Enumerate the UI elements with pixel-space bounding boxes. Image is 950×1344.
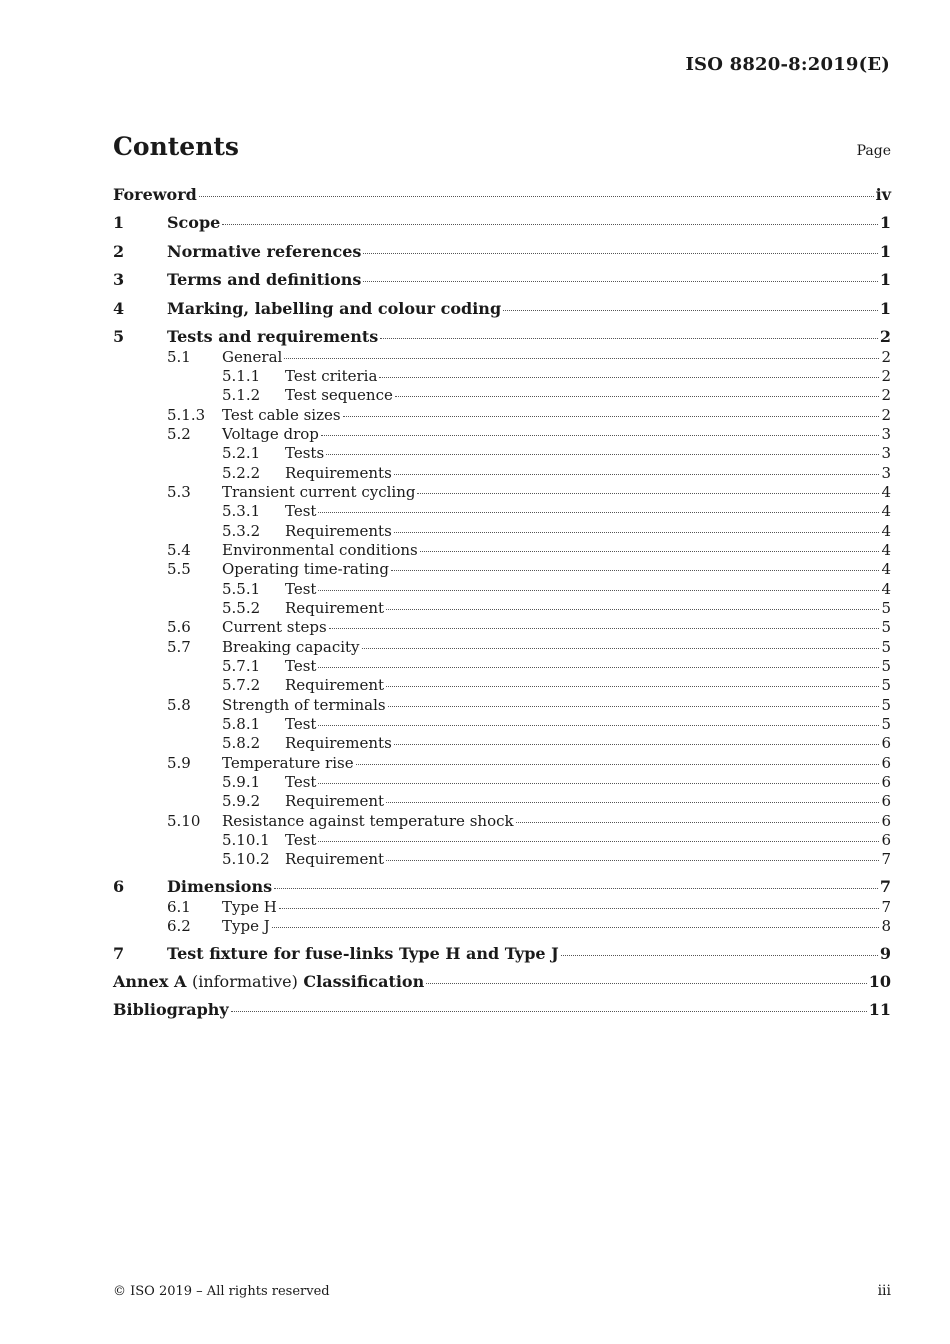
dot-leader	[394, 474, 880, 475]
toc-entry-title: Requirement	[285, 792, 385, 810]
toc-entry-number: 6.1	[167, 898, 191, 916]
dot-leader	[386, 802, 879, 803]
dot-leader	[274, 888, 878, 889]
toc-entry-page: 5	[881, 696, 891, 714]
page-number: iii	[877, 1283, 891, 1299]
dot-leader	[326, 454, 879, 455]
toc-entry-page: 4	[881, 502, 891, 520]
toc-entry[interactable]	[113, 772, 891, 792]
toc-entry-page: 1	[879, 213, 891, 232]
toc-entry-page: 7	[879, 877, 891, 896]
toc-entry-title: Test	[285, 831, 317, 849]
copyright-notice: © ISO 2019 – All rights reserved	[113, 1284, 330, 1299]
toc-entry-title: Resistance against temperature shock	[222, 812, 514, 830]
toc-entry[interactable]	[113, 656, 891, 676]
toc-entry-page: 1	[879, 242, 891, 261]
dot-leader	[321, 435, 880, 436]
toc-entry-page: 8	[881, 917, 891, 935]
toc-entry-page: 4	[881, 560, 891, 578]
dot-leader	[318, 590, 879, 591]
toc-entry-number: 3	[113, 270, 125, 289]
toc-entry-page: 6	[881, 812, 891, 830]
toc-entry[interactable]	[113, 944, 891, 964]
dot-leader	[356, 764, 880, 765]
dot-leader	[318, 667, 879, 668]
toc-entry-page: 5	[881, 715, 891, 733]
toc-entry[interactable]	[113, 424, 891, 444]
dot-leader	[284, 358, 879, 359]
toc-entry-number: 5.10	[167, 812, 201, 830]
toc-entry-title: Bibliography	[113, 1000, 229, 1019]
dot-leader	[391, 570, 880, 571]
toc-entry-number: 5.7.2	[222, 676, 261, 694]
dot-leader	[222, 224, 878, 225]
toc-entry[interactable]	[113, 327, 891, 347]
toc-entry-page: 6	[881, 754, 891, 772]
toc-entry-title: Type H	[222, 898, 277, 916]
dot-leader	[420, 551, 880, 552]
toc-entry-number: 5.1.3	[167, 406, 206, 424]
toc-entry-title: Test	[285, 773, 317, 791]
document-id: ISO 8820-8:2019(E)	[685, 54, 890, 75]
toc-entry[interactable]	[113, 299, 891, 319]
toc-entry-page: 10	[868, 972, 891, 991]
toc-entry-page: 4	[881, 541, 891, 559]
toc-entry-page: 1	[879, 270, 891, 289]
toc-entry-page: 4	[881, 483, 891, 501]
toc-entry[interactable]	[113, 242, 891, 262]
toc-entry[interactable]	[113, 830, 891, 850]
annex-type: (informative)	[191, 972, 298, 991]
toc-entry-page: 9	[879, 944, 891, 963]
toc-entry-number: 7	[113, 944, 125, 963]
toc-entry-number: 5.1.2	[222, 386, 261, 404]
toc-entry-number: 5.2	[167, 425, 191, 443]
contents-title: Contents	[113, 132, 240, 161]
toc-entry[interactable]	[113, 733, 891, 753]
toc-entry-title: Current steps	[222, 618, 327, 636]
toc-entry-title: Requirement	[285, 850, 385, 868]
toc-entry-title: Transient current cycling	[222, 483, 416, 501]
toc-entry-title: Terms and definitions	[167, 270, 362, 289]
toc-entry-title: Foreword	[113, 185, 197, 204]
dot-leader	[363, 281, 877, 282]
toc-entry-title: Requirement	[285, 676, 385, 694]
dot-leader	[561, 955, 878, 956]
toc-entry-page: 5	[881, 657, 891, 675]
toc-entry-page: 6	[881, 831, 891, 849]
toc-entry[interactable]	[113, 972, 891, 992]
toc-entry-number: 5.9.1	[222, 773, 261, 791]
toc-entry[interactable]	[113, 714, 891, 734]
toc-entry-number: 1	[113, 213, 125, 232]
toc-entry-page: 3	[881, 425, 891, 443]
dot-leader	[516, 822, 880, 823]
toc-entry[interactable]	[113, 637, 891, 657]
toc-entry-number: 5.5.1	[222, 580, 261, 598]
toc-entry-number: 5.10.1	[222, 831, 270, 849]
dot-leader	[363, 253, 877, 254]
toc-entry-page: 2	[881, 406, 891, 424]
dot-leader	[272, 927, 880, 928]
dot-leader	[388, 706, 880, 707]
toc-entry[interactable]	[113, 811, 891, 831]
toc-entry-page: 5	[881, 638, 891, 656]
toc-entry-number: 5.5.2	[222, 599, 261, 617]
toc-entry-title: Operating time-rating	[222, 560, 389, 578]
toc-entry-page: 4	[881, 522, 891, 540]
dot-leader	[380, 338, 878, 339]
toc-entry-page: 6	[881, 734, 891, 752]
dot-leader	[318, 725, 879, 726]
toc-entry-title: Test sequence	[285, 386, 393, 404]
toc-entry-number: 2	[113, 242, 125, 261]
toc-entry-title: General	[222, 348, 283, 366]
toc-entry-title: Marking, labelling and colour coding	[167, 299, 502, 318]
toc-entry-page: 5	[881, 618, 891, 636]
toc-entry[interactable]	[113, 675, 891, 695]
toc-entry[interactable]	[113, 849, 891, 869]
toc-entry-title: Tests	[285, 444, 325, 462]
toc-entry-title: Requirements	[285, 464, 392, 482]
annex-label: Annex A	[113, 972, 187, 991]
toc-entry-title: Test	[285, 580, 317, 598]
dot-leader	[394, 532, 880, 533]
toc-entry-number: 4	[113, 299, 125, 318]
dot-leader	[394, 744, 880, 745]
toc-entry-title: Environmental conditions	[222, 541, 418, 559]
toc-entry-page: 3	[881, 444, 891, 462]
toc-entry-page: 7	[881, 850, 891, 868]
toc-entry-title: Requirement	[285, 599, 385, 617]
toc-entry-title: Test	[285, 657, 317, 675]
toc-entry-page: 5	[881, 676, 891, 694]
toc-entry-number: 6.2	[167, 917, 191, 935]
toc-entry-number: 5.10.2	[222, 850, 270, 868]
dot-leader	[318, 783, 879, 784]
toc-entry[interactable]	[113, 559, 891, 579]
annex-title: Classification	[303, 972, 425, 991]
dot-leader	[318, 512, 879, 513]
dot-leader	[426, 983, 867, 984]
toc-entry-title: Strength of terminals	[222, 696, 386, 714]
toc-entry[interactable]	[113, 579, 891, 599]
toc-entry[interactable]	[113, 482, 891, 502]
dot-leader	[343, 416, 880, 417]
toc-entry[interactable]	[113, 443, 891, 463]
dot-leader	[362, 648, 880, 649]
toc-entry-number: 5.9.2	[222, 792, 261, 810]
toc-entry-page: 2	[881, 348, 891, 366]
toc-entry-title: Breaking capacity	[222, 638, 360, 656]
toc-entry-page: 1	[879, 299, 891, 318]
toc-entry-number: 5.3.1	[222, 502, 261, 520]
toc-entry-title: Test	[285, 502, 317, 520]
toc-entry[interactable]	[113, 385, 891, 405]
toc-entry-page: 4	[881, 580, 891, 598]
toc-entry-page: 2	[879, 327, 891, 346]
toc-entry-title: Type J	[222, 917, 270, 935]
toc-entry-number: 5	[113, 327, 125, 346]
toc-entry-number: 6	[113, 877, 125, 896]
toc-entry[interactable]	[113, 1000, 891, 1020]
toc-entry-number: 5.8	[167, 696, 191, 714]
toc-entry[interactable]	[113, 463, 891, 483]
toc-entry[interactable]	[113, 916, 891, 936]
toc-entry[interactable]	[113, 877, 891, 897]
toc-entry[interactable]	[113, 366, 891, 386]
toc-entry-page: 3	[881, 464, 891, 482]
dot-leader	[231, 1011, 867, 1012]
toc-entry-number: 5.7	[167, 638, 191, 656]
contents-header	[113, 132, 891, 161]
dot-leader	[386, 860, 879, 861]
toc-entry-title: Requirements	[285, 734, 392, 752]
toc-entry-number: 5.3.2	[222, 522, 261, 540]
toc-entry-title: Tests and requirements	[167, 327, 379, 346]
toc-entry[interactable]	[113, 405, 891, 425]
toc-entry[interactable]	[113, 897, 891, 917]
toc-entry-title: Requirements	[285, 522, 392, 540]
dot-leader	[329, 628, 880, 629]
dot-leader	[386, 686, 879, 687]
toc-entry-title: Test fixture for fuse-links Type H and Type J	[167, 944, 559, 963]
toc-entry-title: Scope	[167, 213, 221, 232]
toc-entry-number: 5.8.1	[222, 715, 261, 733]
toc-entry-number: 5.9	[167, 754, 191, 772]
toc-entry-page: 5	[881, 599, 891, 617]
toc-entry[interactable]	[113, 753, 891, 773]
dot-leader	[199, 196, 874, 197]
toc-entry-number: 5.1	[167, 348, 191, 366]
toc-entry-title: Normative references	[167, 242, 362, 261]
page-column-label: Page	[856, 143, 891, 159]
toc-entry-number: 5.1.1	[222, 367, 261, 385]
toc-entry-title: Voltage drop	[222, 425, 319, 443]
dot-leader	[386, 609, 879, 610]
toc-entry-page: 11	[868, 1000, 891, 1019]
toc-entry-page: 6	[881, 773, 891, 791]
toc-entry-title: Temperature rise	[222, 754, 354, 772]
toc-entry-title: Dimensions	[167, 877, 273, 896]
toc-entry-number: 5.6	[167, 618, 191, 636]
toc-entry[interactable]	[113, 598, 891, 618]
toc-entry-title: Test criteria	[285, 367, 378, 385]
toc-entry-number: 5.2.2	[222, 464, 261, 482]
toc-entry[interactable]	[113, 347, 891, 367]
toc-entry-page: 2	[881, 386, 891, 404]
toc-entry-number: 5.5	[167, 560, 191, 578]
toc-entry[interactable]	[113, 791, 891, 811]
toc-entry[interactable]	[113, 185, 891, 205]
toc-entry[interactable]	[113, 540, 891, 560]
toc-entry-page: iv	[875, 185, 891, 204]
toc-entry-number: 5.7.1	[222, 657, 261, 675]
dot-leader	[503, 310, 878, 311]
dot-leader	[279, 908, 880, 909]
toc-entry[interactable]	[113, 270, 891, 290]
toc-entry-number: 5.4	[167, 541, 191, 559]
dot-leader	[318, 841, 879, 842]
toc-entry-number: 5.2.1	[222, 444, 261, 462]
toc-entry-number: 5.8.2	[222, 734, 261, 752]
toc-entry[interactable]	[113, 213, 891, 233]
toc-entry-page: 6	[881, 792, 891, 810]
dot-leader	[417, 493, 879, 494]
toc-entry[interactable]	[113, 695, 891, 715]
toc-entry-title: Test cable sizes	[222, 406, 341, 424]
toc-entry-page: 2	[881, 367, 891, 385]
dot-leader	[395, 396, 880, 397]
toc-entry-number: 5.3	[167, 483, 191, 501]
toc-entry[interactable]	[113, 521, 891, 541]
toc-entry-title	[113, 972, 424, 992]
dot-leader	[379, 377, 879, 378]
toc-entry-page: 7	[881, 898, 891, 916]
toc-entry[interactable]	[113, 501, 891, 521]
toc-entry[interactable]	[113, 617, 891, 637]
toc-entry-title: Test	[285, 715, 317, 733]
